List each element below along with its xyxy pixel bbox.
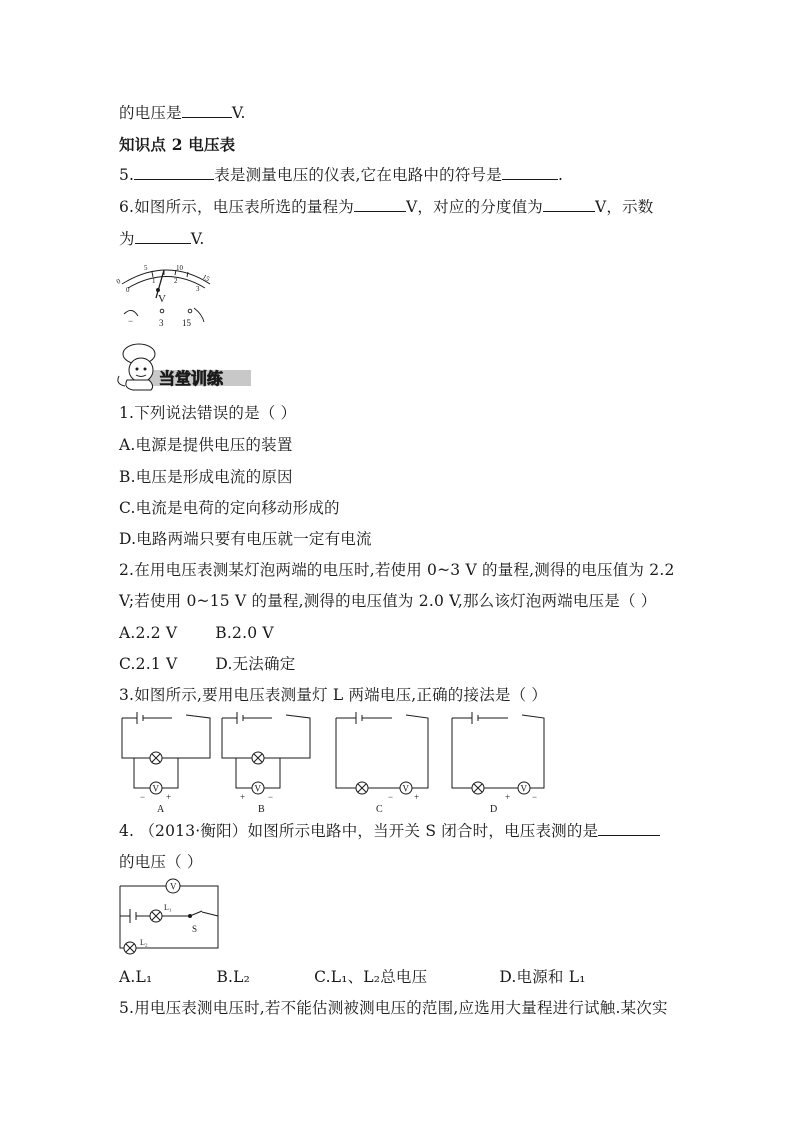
option-row [119,622,274,644]
option[interactable]: A.电源是提供电压的装置 [119,436,293,454]
dial-arc-outer [122,270,210,284]
answer-blank[interactable] [354,196,406,212]
option[interactable]: D.电源和 L₁ [499,968,586,986]
scale-bottom-label: 1 [152,277,156,285]
dial-arc-inner [128,277,205,289]
bulb-label: L₁ [164,903,172,912]
option[interactable]: D.无法确定 [215,655,296,673]
text-line [119,102,246,124]
option[interactable]: B.L₂ [216,968,251,986]
voltmeter-dial-figure [112,258,222,330]
text: 6.如图所示，电压表所选的量程为 [119,198,354,216]
scale-top-label: 0 [115,277,123,286]
polarity-label: + [240,792,246,802]
option[interactable]: B.电压是形成电流的原因 [119,468,293,486]
option-row [119,966,586,988]
voltmeter-symbol: V [152,783,159,794]
switch-icon [190,911,202,916]
option-label[interactable]: B [258,804,265,815]
text-line [119,196,654,218]
polarity-label: − [140,792,146,802]
circuit-b [222,712,310,794]
voltmeter-symbol: V [254,783,261,794]
q4-circuit-figure [116,874,222,960]
cartoon-face-icon [129,358,153,382]
q3-circuit-options [112,710,552,816]
text: V，示数 [595,198,654,216]
terminal-wire [194,308,204,322]
terminal [160,309,164,313]
eye [136,368,139,371]
question-2: 2.在用电压表测某灯泡两端的电压时,若使用 0~3 V 的量程,测得的电压值为 2.2 [119,561,675,579]
option-label[interactable]: A [157,804,165,815]
circuit-d [452,712,544,794]
text: 的电压是 [119,104,182,122]
option[interactable]: C.2.1 V [119,655,178,673]
terminal-label: 15 [182,318,191,328]
question-4 [119,820,660,842]
option[interactable]: A.2.2 V [119,624,178,642]
polarity-label: + [505,792,511,802]
option-row [119,653,295,675]
circuit-a [122,712,210,794]
answer-blank[interactable] [598,820,660,836]
answer-blank[interactable] [135,228,191,244]
polarity-label: + [414,792,420,802]
polarity-label: − [532,792,538,802]
scale-top-label: 5 [144,264,148,272]
answer-blank[interactable] [134,164,214,180]
voltmeter-label: V [170,881,177,892]
polarity-label: − [268,792,274,802]
text: V，对应的分度值为 [406,198,543,216]
wire [120,912,218,916]
text-line [119,228,205,250]
terminal-label: 3 [159,318,164,328]
text: 5. [119,166,135,184]
text: 4. （2013·衡阳）如图所示电路中，当开关 S 闭合时，电压表测的是 [119,822,599,840]
bulb-label: L₂ [140,938,148,947]
answer-blank[interactable] [182,102,232,118]
question-2-cont: V;若使用 0~15 V 的量程,测得的电压值为 2.0 V,那么该灯泡两端电压是（ ） [119,592,657,610]
scale-bottom-label: 3 [196,285,200,293]
option[interactable]: B.2.0 V [215,624,274,642]
eye [144,368,147,371]
option-label[interactable]: C [376,804,383,815]
option[interactable]: D.电路两端只要有电压就一定有电流 [119,530,372,548]
voltmeter-symbol: V [520,783,527,794]
section-heading: 知识点 2 电压表 [119,135,236,154]
option[interactable]: A.L₁ [119,968,153,986]
voltmeter-symbol: V [402,783,409,794]
answer-blank[interactable] [502,164,558,180]
text: . [557,166,564,184]
question-5: 5.用电压表测电压时,若不能估测被测电压的范围,应选用大量程进行试触.某次实 [119,999,668,1017]
meter-symbol: V [158,293,166,305]
text-line [119,164,563,186]
scale-bottom-label: 0 [126,286,130,294]
polarity-label: − [388,792,394,802]
answer-blank[interactable] [543,196,595,212]
scale-top-label: 10 [176,264,183,272]
question-4-cont: 的电压（ ） [119,853,203,871]
terminal-label: − [128,316,134,326]
in-class-practice-banner [115,340,255,392]
switch-label: S [192,924,198,934]
text: V. [231,104,246,122]
scale-bottom-label: 2 [174,277,178,285]
wire [120,886,218,948]
cartoon-body-icon [126,380,153,390]
scale-top-label: 15 [201,272,212,284]
circuit-c [336,712,428,794]
option-label[interactable]: D [490,804,498,815]
banner-title: 当堂训练 [159,369,224,388]
text: 表是测量电压的仪表,它在电路中的符号是 [214,166,502,184]
option[interactable]: C.电流是电荷的定向移动形成的 [119,499,340,517]
cartoon-arm-icon [118,376,125,386]
polarity-label: + [166,792,172,802]
question-1: 1.下列说法错误的是（ ） [119,404,297,422]
text: V. [190,230,205,248]
terminal [188,309,192,313]
pivot [157,289,160,292]
text: 为 [119,230,135,248]
option[interactable]: C.L₁、L₂总电压 [314,968,428,986]
question-3: 3.如图所示,要用电压表测量灯 L 两端电压,正确的接法是（ ） [119,686,548,704]
